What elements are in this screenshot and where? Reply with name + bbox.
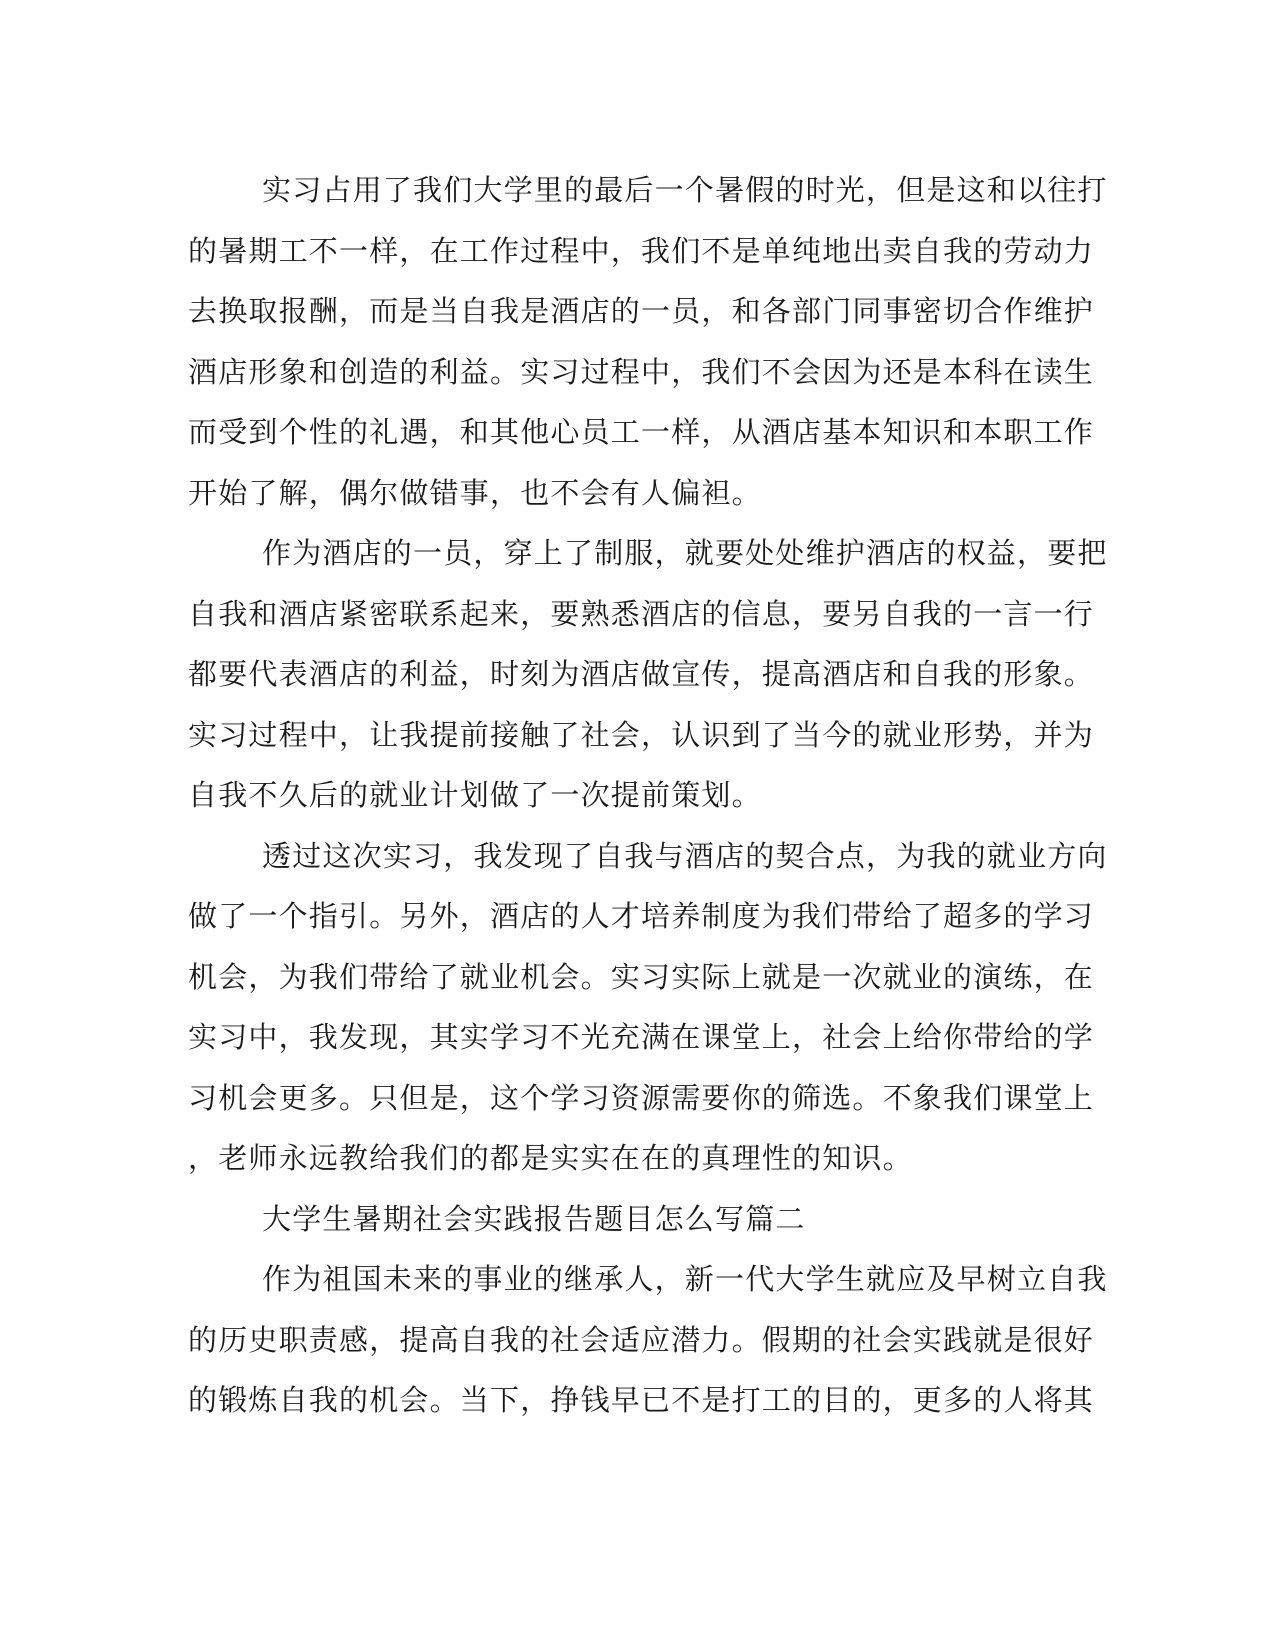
text-line: 的锻炼自我的机会。当下，挣钱早已不是打工的目的，更多的人将其 (188, 1383, 1095, 1417)
text-line: 自我不久后的就业计划做了一次提前策划。 (188, 778, 762, 812)
text-line: 的历史职责感，提高自我的社会适应潜力。假期的社会实践就是很好 (188, 1322, 1095, 1357)
text-line: 酒店形象和创造的利益。实习过程中，我们不会因为还是本科在读生 (188, 354, 1095, 389)
text-line: 作为酒店的一员，穿上了制服，就要处处维护酒店的权益，要把 (262, 536, 1108, 570)
text-line: 去换取报酬，而是当自我是酒店的一员，和各部门同事密切合作维护 (188, 294, 1095, 328)
text-line: 做了一个指引。另外，酒店的人才培养制度为我们带给了超多的学习 (188, 899, 1095, 933)
document-body (188, 160, 1108, 1431)
text-line: 都要代表酒店的利益，时刻为酒店做宣传，提高酒店和自我的形象。 (188, 657, 1095, 691)
text-line: 实习占用了我们大学里的最后一个暑假的时光，但是这和以往打 (262, 173, 1108, 207)
text-line: 作为祖国未来的事业的继承人，新一代大学生就应及早树立自我 (262, 1262, 1108, 1296)
text-line: 实习中，我发现，其实学习不光充满在课堂上，社会上给你带给的学 (188, 1020, 1095, 1054)
text-line: 习机会更多。只但是，这个学习资源需要你的筛选。不象我们课堂上 (188, 1080, 1095, 1115)
text-line: 的暑期工不一样，在工作过程中，我们不是单纯地出卖自我的劳动力 (188, 233, 1095, 268)
text-line: 大学生暑期社会实践报告题目怎么写篇二 (262, 1201, 806, 1236)
text-line: ，老师永远教给我们的都是实实在在的真理性的知识。 (188, 1141, 913, 1175)
text-line: 自我和酒店紧密联系起来，要熟悉酒店的信息，要另自我的一言一行 (188, 596, 1095, 631)
text-line: 实习过程中，让我提前接触了社会，认识到了当今的就业形势，并为 (188, 717, 1095, 752)
text-line: 开始了解，偶尔做错事，也不会有人偏袒。 (188, 475, 762, 510)
text-line: 机会，为我们带给了就业机会。实习实际上就是一次就业的演练，在 (188, 959, 1095, 994)
text-line: 而受到个性的礼遇，和其他心员工一样，从酒店基本知识和本职工作 (188, 415, 1095, 449)
text-line: 透过这次实习，我发现了自我与酒店的契合点，为我的就业方向 (262, 838, 1108, 873)
